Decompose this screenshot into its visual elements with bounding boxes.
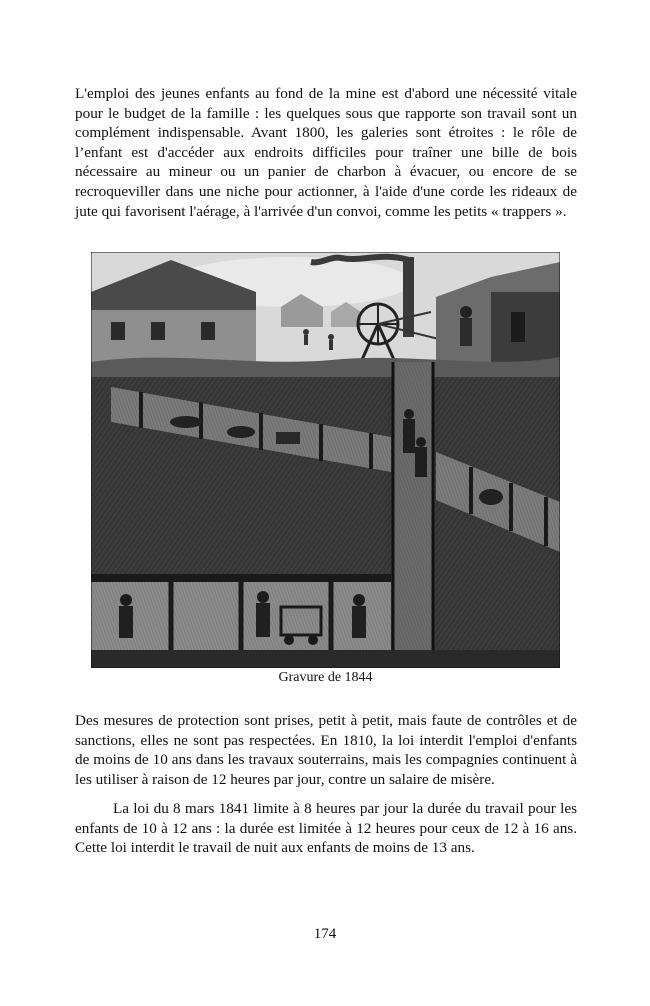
paragraph-intro: L'emploi des jeunes enfants au fond de la mine est d'abord une nécessité vitale pour le budget de la famille : les quelques sous que rapporte son travail sont un complément indispensable. Avant 1800, les galeries sont étroites : le rôle de l’enfant est d'accéder aux endroits difficiles pour traîner une bille de bois nécessaire au mineur ou un panier de charbon à évacuer, ou encore de se recroqueviller dans une niche pour actionner, à l'aide d'une corde les rideaux de jute qui favorisent l'aérage, à l'arrivée d'un convoi, comme les petits « trappers ».	[75, 85, 577, 220]
page-number: 174	[313, 926, 337, 942]
paragraph-law-1841: La loi du 8 mars 1841 limite à 8 heures par jour la durée du travail pour les enfants de 10 à 12 ans : la durée est limitée à 12 heures pour ceux de 12 à 16 ans. Cette loi interdit le travail de nuit aux enfants de moins de 13 ans.	[75, 800, 577, 857]
figure-caption: Gravure de 1844	[278, 670, 373, 685]
mine-shaft	[393, 362, 433, 668]
mine-engraving	[91, 252, 560, 668]
lower-gallery	[91, 574, 391, 650]
paragraph-protection-measures: Des mesures de protection sont prises, petit à petit, mais faute de contrôles et de sanctions, elles ne sont pas respectées. En 1810, la loi interdit l'emploi d'enfants de moins de 10 ans dans les travaux souterrains, mais les compagnies continuent à les utiliser à raison de 12 heures par jour, contre un salaire de misère.	[75, 712, 577, 788]
